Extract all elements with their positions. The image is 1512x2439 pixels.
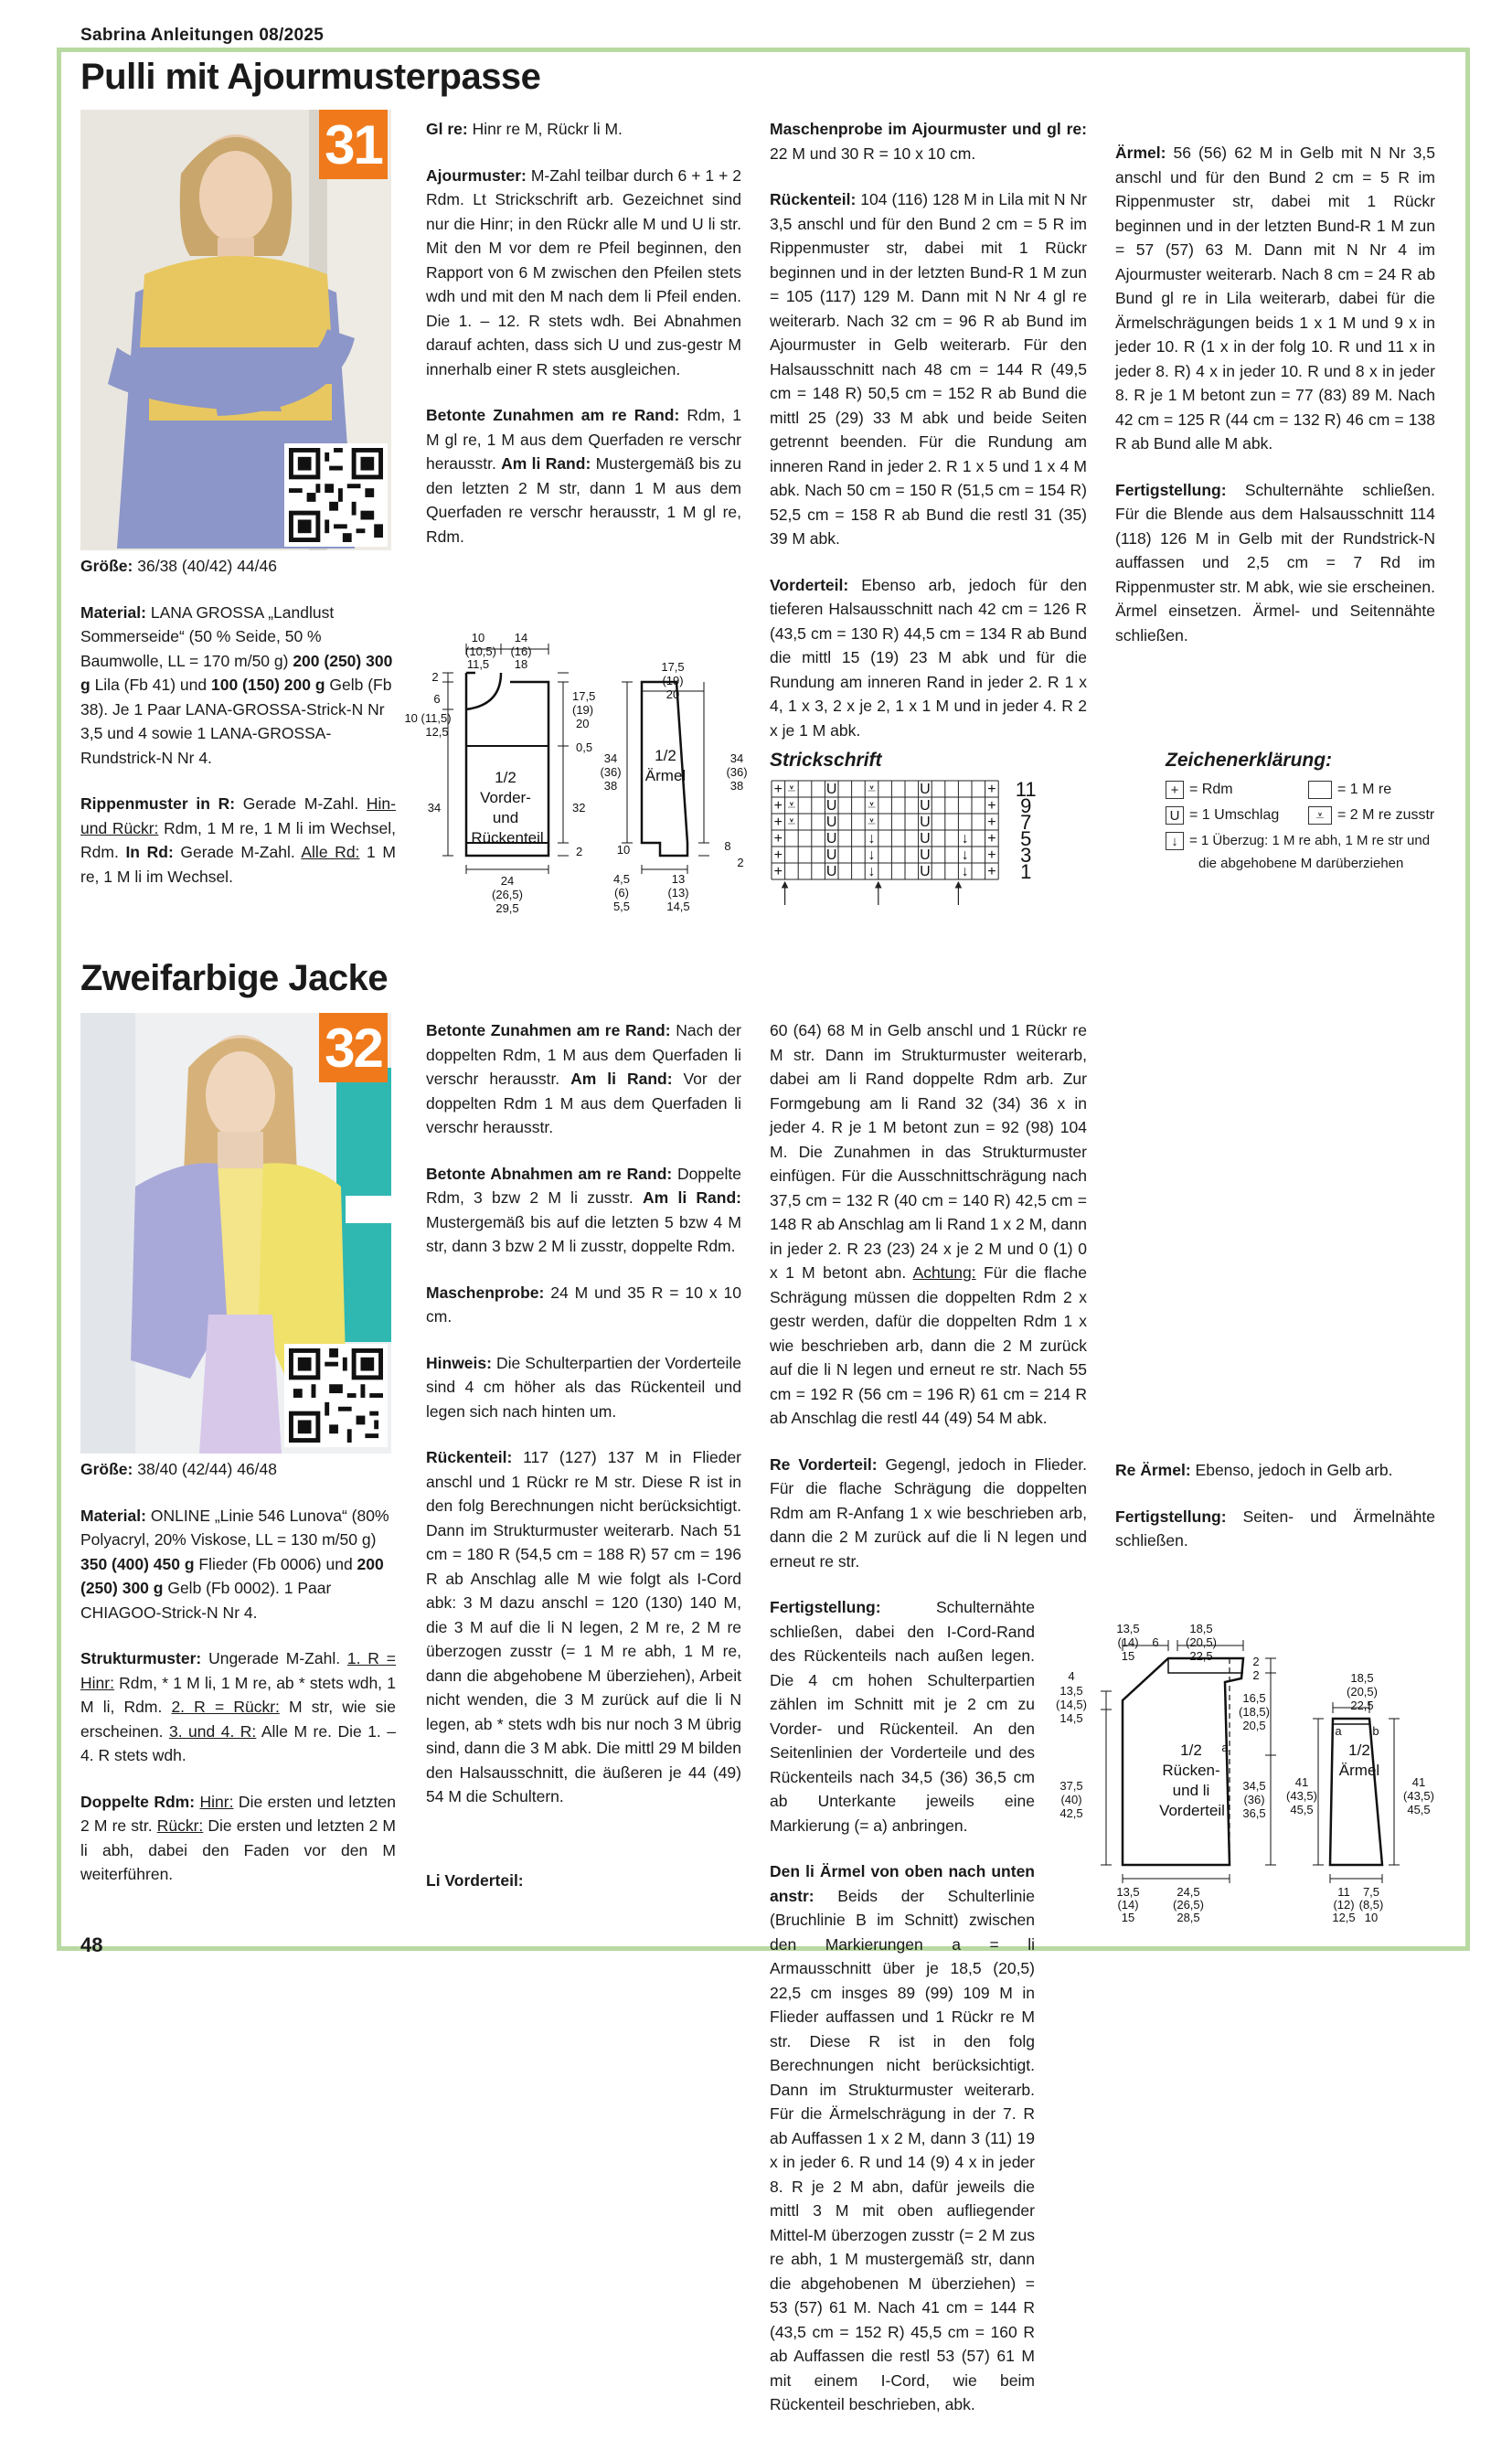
svg-text:14: 14 bbox=[514, 631, 528, 644]
chart-symbol: U bbox=[825, 847, 837, 863]
svg-text:4: 4 bbox=[1068, 1669, 1075, 1683]
chart-symbol: ↓ bbox=[961, 831, 969, 847]
svg-text:11: 11 bbox=[1337, 1885, 1350, 1899]
chart-symbol: ⩡ bbox=[867, 782, 877, 797]
title-31: Pulli mit Ajourmusterpasse bbox=[80, 57, 541, 97]
umschlag-symbol: U bbox=[1166, 806, 1184, 825]
chart-symbol: + bbox=[987, 864, 996, 879]
svg-text:(26,5): (26,5) bbox=[1173, 1898, 1204, 1912]
svg-text:(43,5): (43,5) bbox=[1403, 1789, 1434, 1803]
re-aermel-text: Re Ärmel: Ebenso, jedoch in Gelb arb. bbox=[1115, 1461, 1393, 1479]
chart-row-number: 1 bbox=[1020, 860, 1032, 883]
svg-text:6: 6 bbox=[433, 692, 441, 706]
chart-symbol: U bbox=[920, 864, 931, 879]
strukturmuster-32: Strukturmuster: Ungerade M-Zahl. 1. R = Hinr: Rdm, * 1 M li, 1 M re, ab * stets wdh, 1 M li, Rdm. 2. R = Rückr: M str, wie sie erscheinen. 3. und 4. R: Alle M re. Die 1. – 4. R stets wdh. bbox=[80, 1649, 396, 1764]
svg-text:24,5: 24,5 bbox=[1177, 1885, 1200, 1899]
betont-zun-32: Betonte Zunahmen am re Rand: Nach der doppelten Rdm, 1 M aus dem Querfaden li verschr herausstr. Am li Rand: Vor der doppelten Rdm 1 M aus dem Querfaden li verschr herausstr. bbox=[426, 1021, 741, 1136]
svg-text:34: 34 bbox=[729, 751, 744, 765]
svg-text:17,5: 17,5 bbox=[661, 660, 685, 674]
chart-row-number: 3 bbox=[1020, 844, 1032, 867]
svg-text:13: 13 bbox=[671, 872, 686, 886]
hinweis-32: Hinweis: Die Schulterpartien der Vorderteile sind 4 cm höher als das Rückenteil und legen sich nach hinten um. bbox=[426, 1353, 741, 1421]
chart-symbol: + bbox=[773, 798, 783, 814]
svg-text:1/2: 1/2 bbox=[1180, 1741, 1202, 1759]
rdm-symbol: + bbox=[1166, 781, 1184, 799]
svg-text:a: a bbox=[1221, 1741, 1229, 1754]
svg-text:20: 20 bbox=[665, 687, 680, 701]
groesse-32: Größe: 38/40 (42/44) 46/48 bbox=[80, 1460, 277, 1478]
title-32: Zweifarbige Jacke bbox=[80, 958, 389, 998]
svg-text:0,5: 0,5 bbox=[576, 740, 593, 754]
svg-text:2: 2 bbox=[431, 670, 439, 684]
svg-text:1/2: 1/2 bbox=[1348, 1741, 1370, 1759]
svg-text:5,5: 5,5 bbox=[612, 900, 631, 913]
svg-text:(36): (36) bbox=[726, 765, 748, 779]
li-aermel-32: Den li Ärmel von oben nach unten anstr: Beids der Schulterlinie (Bruchlinie B im Schnitt) zwischen den Markierungen a = li Armausschnitt über je 18,5 (20,5) 22,5 cm insges 89 (99) 109 M in Flieder auffassen und 1 Rückr re M str. Diese R ist in den folg Berechnungen nicht berücksichtigt. Dann im Strukturmuster weiterarb. Für die Ärmelschrägung in der 7. R ab Auffassen 1 x 2 M, dann 3 (11) 19 x in jeder 6. R und 14 (9) 4 x in jeder 8. R je 2 M abn, dafür jeweils die mittl 3 M mit oben aufliegender Mittel-M überzogen zusstr (= 2 M zus re abh, 1 M mustergemäß str, dann die abgehobenen M überziehen) = 53 (57) 61 M. Nach 41 cm = 144 R (43,5 cm = 152 R) 45,5 cm = 160 R ab Auffassen die restl 53 (57) 61 M mit einem I-Cord, wie beim Rückenteil beschrieben, abk. bbox=[770, 1862, 1035, 2413]
svg-text:2: 2 bbox=[1252, 1668, 1260, 1682]
legend-ueberzug: ↓ = 1 Überzug: 1 M re abh, 1 M re str und bbox=[1166, 832, 1430, 850]
svg-text:Rückenteil: Rückenteil bbox=[471, 829, 544, 847]
svg-text:10 (11,5): 10 (11,5) bbox=[404, 711, 452, 725]
col-32-4b bbox=[1115, 1458, 1435, 1575]
magazine-header: Sabrina Anleitungen 08/2025 bbox=[80, 26, 325, 45]
svg-text:41: 41 bbox=[1294, 1775, 1309, 1789]
chart-symbol: U bbox=[825, 798, 837, 814]
svg-text:18,5: 18,5 bbox=[1189, 1622, 1213, 1635]
svg-text:36,5: 36,5 bbox=[1242, 1806, 1266, 1820]
svg-text:11,5: 11,5 bbox=[466, 657, 490, 671]
svg-text:28,5: 28,5 bbox=[1177, 1911, 1200, 1924]
svg-text:42,5: 42,5 bbox=[1059, 1806, 1083, 1820]
page-number: 48 bbox=[80, 1933, 103, 1956]
svg-text:1/2: 1/2 bbox=[495, 769, 516, 786]
svg-text:(14,5): (14,5) bbox=[1056, 1698, 1087, 1711]
svg-text:10: 10 bbox=[471, 631, 485, 644]
chart-row-number: 5 bbox=[1020, 827, 1032, 850]
chart-arrow-head bbox=[783, 882, 788, 888]
svg-text:2: 2 bbox=[576, 845, 583, 858]
svg-text:10: 10 bbox=[1364, 1911, 1379, 1924]
chart-symbol: U bbox=[920, 847, 931, 863]
col-32-3b bbox=[770, 1018, 1087, 2439]
pattern-number-32: 32 bbox=[319, 1013, 388, 1082]
svg-text:und: und bbox=[492, 809, 519, 826]
svg-text:17,5: 17,5 bbox=[572, 689, 596, 703]
svg-text:2: 2 bbox=[737, 856, 744, 869]
svg-text:a: a bbox=[1335, 1724, 1342, 1738]
svg-text:15: 15 bbox=[1121, 1649, 1135, 1663]
svg-text:45,5: 45,5 bbox=[1407, 1803, 1431, 1816]
strickschrift-chart bbox=[770, 779, 1135, 943]
svg-text:8: 8 bbox=[724, 839, 731, 853]
chart-arrow-head bbox=[876, 882, 881, 888]
svg-text:18: 18 bbox=[514, 657, 528, 671]
svg-text:38: 38 bbox=[729, 779, 744, 793]
svg-text:und li: und li bbox=[1172, 1782, 1210, 1799]
re-vorderteil-32: Re Vorderteil: Gegengl, jedoch in Flieder. Für die flache Schrägung die doppelten Rdm am R-Anfang 1 x wie beschrieben arb, dann die 2 M zurück auf die li N legen und erneut re str. bbox=[770, 1454, 1088, 1571]
col-32-2 bbox=[426, 1018, 741, 1831]
svg-text:b: b bbox=[1372, 1724, 1379, 1738]
chart-symbol: ↓ bbox=[868, 864, 876, 879]
fertigstellung-31: Fertigstellung: Schulternähte schließen. Für die Blende aus dem Halsausschnitt 114 (118) 126 M in Gelb mit der Rundstrick-N auffassen und 2,5 cm = 7 Rd im Rippenmuster str. M abk, wie sie erscheinen. Ärmel einsetzen. Ärmel- und Seitennähte schließen. bbox=[1115, 480, 1435, 644]
svg-text:(26,5): (26,5) bbox=[492, 888, 523, 901]
chart-symbol: ⩡ bbox=[787, 782, 796, 797]
svg-text:20: 20 bbox=[576, 717, 590, 730]
rippenmuster-31: Rippenmuster in R: Gerade M-Zahl. Hin- und Rückr: Rdm, 1 M re, 1 M li im Wechsel, Rdm. In Rd: Gerade M-Zahl. Alle Rd: 1 M re, 1 M li im Wechsel. bbox=[80, 794, 396, 886]
svg-text:(14): (14) bbox=[1117, 1635, 1139, 1649]
svg-text:29,5: 29,5 bbox=[495, 901, 519, 915]
chart-row-number: 9 bbox=[1020, 794, 1032, 817]
svg-text:16,5: 16,5 bbox=[1242, 1691, 1266, 1705]
chart-symbol: ↓ bbox=[961, 847, 969, 863]
pattern-number-31: 31 bbox=[319, 110, 388, 179]
aermel-31: Ärmel: 56 (56) 62 M in Gelb mit N Nr 3,5 anschl und für den Bund 2 cm = 5 R im Rippenmuster str, dabei mit 1 Rückr beginnen und in der letzten Bund-R 1 M zun = 57 (57) 63 M. Dann mit N Nr 4 im Ajourmuster weiterarb. Nach 8 cm = 24 R ab Bund gl re in Lila weiterarb, dabei für die Ärmelschrägungen beids 1 x 1 M und 9 x in jeder 10. R (1 x in der folg 10. R und 11 x in jeder 8. R) 4 x in jeder 10. R und 8 x in jeder 8. R je 1 M betont zun = 77 (83) 89 M. Nach 42 cm = 125 R (44 cm = 132 R) 46 cm = 138 R ab Bund alle M abk. bbox=[1115, 144, 1435, 453]
svg-text:15: 15 bbox=[1121, 1911, 1135, 1924]
svg-text:14,5: 14,5 bbox=[666, 900, 690, 913]
strickschrift-title: Strickschrift bbox=[770, 750, 882, 771]
betont-abn-32: Betonte Abnahmen am re Rand: Doppelte Rdm, 3 bzw 2 M li zusstr. Am li Rand: Mustergemäß bis auf die letzten 5 bzw 4 M str, dann 3 bzw 2 M li zusstr, doppelte Rdm. bbox=[426, 1164, 741, 1255]
li-vorderteil-start bbox=[426, 1869, 741, 1915]
svg-text:32: 32 bbox=[572, 801, 586, 815]
col-31-1 bbox=[80, 554, 396, 911]
li-vorderteil-text: 60 (64) 68 M in Gelb anschl und 1 Rückr re M str. Dann im Strukturmuster weiterarb, dabei am li Rand doppelte Rdm arb. Zur Formgebung am li Rand 32 (34) 36 x in jeder 4. R je 1 M betont zun = 92 (98) 104 M. Die Zunahmen in das Strukturmuster einfügen. Für die Ausschnittschrägung nach 37,5 cm = 132 R (40 cm = 140 R) 42,5 cm = 148 R ab Anschlag am li Rand 1 x 2 M, dann in jeder 2. R 23 (23) 24 x je 2 M und 0 (1) 0 x 1 M betont abn. Achtung: Für die flache Schrägung müssen die doppelten Rdm 2 x gestr werden, dafür die doppelten Rdm 1 x wie beschrieben arb, dann die 2 M zurück auf die li N legen und erneut re str. Nach 55 cm = 192 R (56 cm = 196 R) 61 cm = 214 R ab Anschlag die restl 44 (49) 54 M abk. bbox=[770, 1021, 1087, 1427]
svg-text:Vorderteil: Vorderteil bbox=[1159, 1802, 1225, 1819]
chart-symbol: U bbox=[920, 798, 931, 814]
ajourmuster-31: Ajourmuster: M-Zahl teilbar durch 6 + 1 + 2 Rdm. Lt Strickschrift arb. Gezeichnet sind nur die Hinr; in den Rückr alle M und U li str. Mit den M vor dem re Pfeil beginnen, den Rapport von 6 M zwischen den Pfeilen stets wdh und mit den M nach dem li Pfeil enden. Die 1. – 12. R stets wdh. Bei Abnahmen darauf achten, dass sich U und zus-gestr M innerhalb einer R stets ausgleichen. bbox=[426, 165, 741, 378]
chart-symbol: ↓ bbox=[961, 864, 969, 879]
svg-text:12,5: 12,5 bbox=[1332, 1911, 1356, 1924]
col-31-3 bbox=[770, 117, 1087, 764]
svg-text:45,5: 45,5 bbox=[1290, 1803, 1314, 1816]
li-vorderteil-label: Li Vorderteil: bbox=[426, 1871, 524, 1890]
svg-text:34: 34 bbox=[427, 801, 442, 815]
legend bbox=[1166, 779, 1458, 884]
svg-text:(8,5): (8,5) bbox=[1358, 1898, 1384, 1912]
schnitt-31 bbox=[402, 627, 759, 920]
chart-symbol: U bbox=[920, 815, 931, 830]
legend-u: U = 1 Umschlag bbox=[1166, 806, 1279, 825]
chart-symbol: ⩡ bbox=[787, 798, 796, 814]
chart-symbol: U bbox=[920, 831, 931, 847]
svg-text:(19): (19) bbox=[572, 703, 594, 717]
qr-code-31[interactable] bbox=[284, 443, 388, 547]
svg-text:Ärmel: Ärmel bbox=[1338, 1762, 1380, 1779]
svg-text:34: 34 bbox=[603, 751, 618, 765]
legend-zus: ⩡ = 2 M re zusstr bbox=[1308, 806, 1434, 825]
svg-text:18,5: 18,5 bbox=[1350, 1671, 1374, 1685]
svg-text:(18,5): (18,5) bbox=[1239, 1705, 1270, 1719]
legend-ueberzug-2: die abgehobene M darüberziehen bbox=[1198, 856, 1404, 871]
svg-text:41: 41 bbox=[1411, 1775, 1426, 1789]
chart-symbol: + bbox=[987, 782, 996, 797]
svg-text:38: 38 bbox=[603, 779, 618, 793]
svg-text:13,5: 13,5 bbox=[1116, 1885, 1140, 1899]
chart-row-number: 11 bbox=[1015, 779, 1037, 801]
ueberzug-symbol: ↓ bbox=[1166, 832, 1184, 850]
fertigstellung-32: Fertigstellung: Schulternähte schließen, dabei den I-Cord-Rand des Rückenteils nach außen legen. Die 4 cm hohen Schulterpartien zählen im Schnitt mit je 2 cm zu Vorder- und Rückenteil. An den Seitenlinien der Vorderteile und des Rückenteils nach 34,5 (36) 36,5 cm ab Unterkante jeweils eine Markierung (= a) anbringen. bbox=[770, 1598, 1035, 1835]
chart-row-number: 7 bbox=[1020, 811, 1032, 834]
chart-symbol: + bbox=[987, 847, 996, 863]
chart-symbol: ⩡ bbox=[867, 815, 877, 830]
svg-text:10: 10 bbox=[616, 843, 631, 857]
schnitt-32 bbox=[1051, 1618, 1463, 1924]
svg-text:24: 24 bbox=[500, 874, 515, 888]
chart-symbol: ↓ bbox=[868, 831, 876, 847]
doppelte-rdm-32: Doppelte Rdm: Hinr: Die ersten und letzten 2 M re str. Rückr: Die ersten und letzten 2 M li abh, dabei den Faden vor den M weiterführen. bbox=[80, 1792, 397, 1883]
svg-text:(20,5): (20,5) bbox=[1186, 1635, 1217, 1649]
svg-text:2: 2 bbox=[1252, 1655, 1260, 1668]
chart-symbol: + bbox=[773, 864, 783, 879]
svg-text:7,5: 7,5 bbox=[1362, 1885, 1380, 1899]
legend-rdm: + = Rdm bbox=[1166, 781, 1233, 799]
chart-arrow-head bbox=[955, 882, 961, 888]
svg-text:(12): (12) bbox=[1333, 1898, 1355, 1912]
chart-symbol: U bbox=[825, 831, 837, 847]
chart-symbol: U bbox=[825, 782, 837, 797]
svg-text:(43,5): (43,5) bbox=[1286, 1789, 1317, 1803]
groesse-31: Größe: 36/38 (40/42) 44/46 bbox=[80, 557, 277, 575]
legend-re: = 1 M re bbox=[1308, 781, 1391, 799]
svg-text:1/2: 1/2 bbox=[655, 747, 676, 764]
svg-text:Rücken-: Rücken- bbox=[1162, 1762, 1220, 1779]
maschenprobe-32: Maschenprobe: 24 M und 35 R = 10 x 10 cm. bbox=[426, 1283, 741, 1326]
chart-symbol: U bbox=[825, 815, 837, 830]
rueckenteil-32: Rückenteil: 117 (127) 137 M in Flieder anschl und 1 Rückr re M str. Diese R ist in den folg Berechnungen nicht berücksichtigt. Dann im Strukturmuster weiterarb. Nach 51 cm = 180 R (54,5 cm = 188 R) 57 cm = 196 R ab Anschlag alle M wie folgt als I-Cord abk: 3 M dazu anschl = 120 (130) 140 M, die 3 M auf die li N legen, 2 M re, 2 M re überzogen zusstr (= 1 M re abh, 1 M re, dann die abgehobene M überziehen), Arbeit nicht wenden, die 3 M zurück auf die li N legen, ab * stets wdh bis nur noch 3 M übrig sind, dann die 3 M abk. Die mittl 29 M bilden den Halsausschnitt, die äußeren je 44 (49) 54 M die Schultern. bbox=[426, 1448, 741, 1805]
svg-text:(10,5): (10,5) bbox=[465, 644, 496, 658]
re-symbol bbox=[1308, 781, 1332, 799]
svg-text:22,5: 22,5 bbox=[1350, 1699, 1374, 1712]
col-31-2 bbox=[426, 117, 741, 570]
svg-text:34,5: 34,5 bbox=[1242, 1779, 1266, 1793]
svg-text:(19): (19) bbox=[662, 674, 684, 687]
svg-text:Vorder-: Vorder- bbox=[480, 789, 531, 806]
chart-symbol: ↓ bbox=[868, 847, 876, 863]
svg-text:13,5: 13,5 bbox=[1116, 1622, 1140, 1635]
vorderteil-31: Vorderteil: Ebenso arb, jedoch für den tieferen Halsausschnitt nach 42 cm = 126 R (43,5 cm = 130 R) 44,5 cm = 134 R ab Bund die mittl 15 (19) 23 M abk und für die Rundung am inneren Rand in jeder 2. R 1 x 4, 1 x 3, 2 x je 2, 1 x 1 M und in jeder 4. R 2 x je 1 M abk. bbox=[770, 575, 1087, 740]
col-31-4 bbox=[1115, 117, 1435, 669]
rueckenteil-31: Rückenteil: 104 (116) 128 M in Lila mit N Nr 3,5 anschl und für den Bund 2 cm = 5 R im Rippenmuster str, dabei mit 1 Rückr beginnen und in der letzten Bund-R 1 M zun = 105 (117) 129 M. Dann mit N Nr 4 gl re weiterarb. Nach 32 cm = 96 R ab Bund im Ajourmuster in Gelb weiterarb. Für den Halsausschnitt nach 48 cm = 144 R (49,5 cm = 148 R) 50,5 cm = 152 R ab Bund die mittl 25 (29) 33 M abk und beide Seiten getrennt beenden. Für die Rundung am inneren Rand in jeder 2. R 1 x 5 und 1 x 4 M abk. Nach 50 cm = 150 R (51,5 cm = 154 R) 52,5 cm = 158 R ab Bund die restl 31 (35) 39 M abk. bbox=[770, 190, 1087, 548]
chart-symbol: ⩡ bbox=[867, 798, 877, 814]
col-32-1 bbox=[80, 1457, 396, 1909]
chart-symbol: + bbox=[773, 815, 783, 830]
material-32: Material: ONLINE „Linie 546 Lunova“ (80% Polyacryl, 20% Viskose, LL = 130 m/50 g) 350 (400) 450 g Flieder (Fb 0006) und 200 (250) 300 g Gelb (Fb 0002). 1 Paar CHIAGOO-Strick-N Nr 4. bbox=[80, 1506, 389, 1622]
svg-text:(20,5): (20,5) bbox=[1347, 1685, 1378, 1699]
chart-symbol: + bbox=[773, 847, 783, 863]
chart-symbol: + bbox=[773, 831, 783, 847]
svg-text:(14): (14) bbox=[1117, 1898, 1139, 1912]
svg-text:22,5: 22,5 bbox=[1189, 1649, 1213, 1663]
glre-31: Gl re: Hinr re M, Rückr li M. bbox=[426, 120, 623, 138]
svg-text:6: 6 bbox=[1152, 1635, 1159, 1649]
betont-31: Betonte Zunahmen am re Rand: Rdm, 1 M gl re, 1 M aus dem Querfaden re verschr herausstr. Am li Rand: Mustergemäß bis zu den letzten 2 M str, dann 1 M aus dem Querfaden re verschr herausstr, 1 M gl re, Rdm. bbox=[426, 406, 741, 546]
chart-symbol: + bbox=[773, 782, 783, 797]
chart-symbol: U bbox=[825, 864, 837, 879]
svg-text:(40): (40) bbox=[1060, 1793, 1082, 1806]
chart-symbol: + bbox=[987, 815, 996, 830]
svg-text:(16): (16) bbox=[510, 644, 532, 658]
chart-symbol: U bbox=[920, 782, 931, 797]
zusstr-symbol: ⩡ bbox=[1308, 806, 1332, 825]
chart-symbol: + bbox=[987, 798, 996, 814]
chart-symbol: + bbox=[987, 831, 996, 847]
chart-symbol: ⩡ bbox=[787, 815, 796, 830]
svg-text:4,5: 4,5 bbox=[612, 872, 631, 886]
fertigstellung2-32: Fertigstellung: Seiten- und Ärmelnähte schließen. bbox=[1115, 1507, 1435, 1550]
qr-code-32[interactable] bbox=[284, 1344, 388, 1447]
svg-text:Ärmel: Ärmel bbox=[644, 767, 687, 784]
legend-title: Zeichenerklärung: bbox=[1166, 750, 1333, 771]
svg-text:14,5: 14,5 bbox=[1059, 1711, 1083, 1725]
svg-text:37,5: 37,5 bbox=[1059, 1779, 1083, 1793]
svg-text:13,5: 13,5 bbox=[1059, 1684, 1083, 1698]
maschenprobe-31: Maschenprobe im Ajourmuster und gl re: 22 M und 30 R = 10 x 10 cm. bbox=[770, 120, 1087, 163]
svg-text:(36): (36) bbox=[600, 765, 622, 779]
material-31: Material: LANA GROSSA „Landlust Sommerseide“ (50 % Seide, 50 % Baumwolle, LL = 170 m/50 g) 200 (250) 300 g Lila (Fb 41) und 100 (150) 200 g Gelb (Fb 38). Je 1 Paar LANA-GROSSA-Strick-N Nr 3,5 und 4 sowie 1 LANA-GROSSA-Rundstrick-N Nr 4. bbox=[80, 602, 393, 767]
svg-text:(6): (6) bbox=[614, 886, 629, 900]
svg-text:12,5: 12,5 bbox=[425, 725, 449, 739]
svg-text:(36): (36) bbox=[1243, 1793, 1265, 1806]
svg-text:(13): (13) bbox=[667, 886, 689, 900]
svg-text:20,5: 20,5 bbox=[1242, 1719, 1266, 1732]
